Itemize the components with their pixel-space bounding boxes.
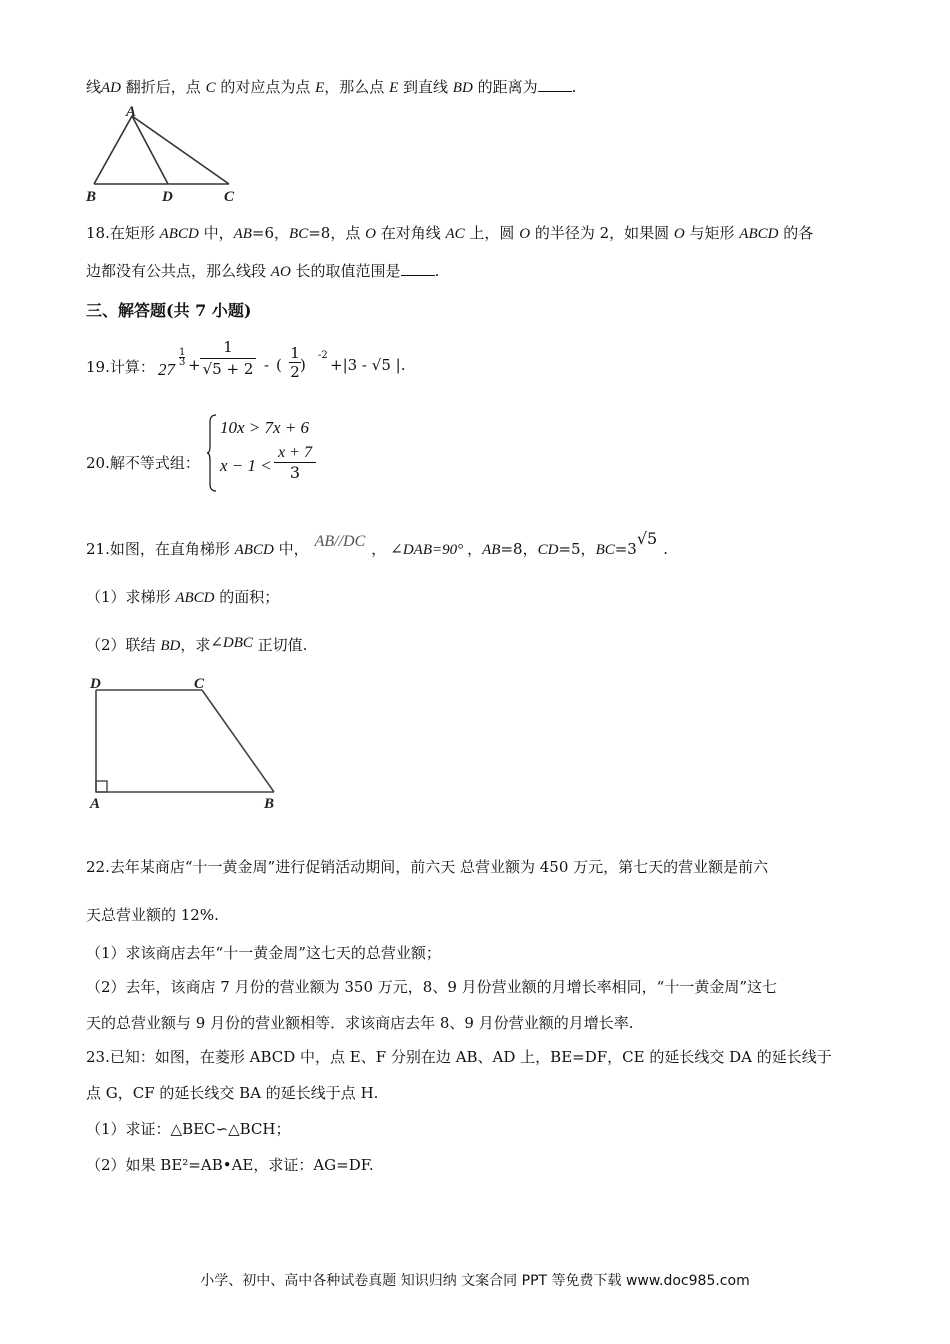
answer-blank	[401, 263, 435, 276]
var-bd: BD	[452, 80, 473, 96]
text: 翻折后，点	[121, 78, 206, 96]
text: 在对角线	[375, 224, 446, 242]
paren-open: (	[276, 356, 282, 374]
q18-line2	[86, 260, 439, 281]
triangle-figure	[84, 104, 244, 204]
q23-line2: 点 G，CF 的延长线交 BA 的延长线于点 H.	[86, 1084, 379, 1102]
base-27: 27	[158, 360, 175, 379]
text: 21.如图，在直角梯形	[86, 540, 235, 558]
label-d: D	[90, 676, 101, 692]
den: √5 + 2	[202, 360, 254, 378]
footer-ad: 小学、初中、高中各种试卷真题 知识归纳 文案合同 PPT 等免费下载 www.doc985.com	[200, 1273, 750, 1289]
label-b: B	[86, 189, 97, 204]
text: =3	[614, 540, 637, 558]
q22-sub2a: （2）去年，该商店 7 月份的营业额为 350 万元，8、9 月份营业额的月增长率相同，“十一黄金周”这七	[86, 978, 777, 996]
q17-tail-line	[86, 76, 576, 97]
label-a: A	[90, 796, 101, 812]
var: AB	[482, 542, 501, 558]
exponent-fraction	[179, 348, 185, 367]
var-e: E	[315, 80, 325, 96]
angle-dbc: ∠DBC	[210, 635, 253, 651]
angle-dab: ∠DAB=90°	[390, 542, 464, 558]
den: 3	[289, 463, 301, 482]
label-a: A	[126, 104, 137, 120]
paren-close: )	[300, 356, 306, 374]
var-e: E	[389, 80, 399, 96]
q22-line1: 22.去年某商店“十一黄金周”进行促销活动期间，前六天 总营业额为 450 万元，第七天的营业额是前六	[86, 858, 769, 876]
label-b: B	[264, 796, 275, 812]
var: BC	[289, 226, 309, 242]
inequality-1: 10x > 7x + 6	[220, 418, 310, 437]
text: 的半径为 2，如果圆	[530, 224, 674, 242]
text: 的面积；	[214, 588, 280, 606]
exp-num: 1	[179, 347, 186, 358]
q21-sub1	[86, 586, 279, 607]
var: BC	[595, 542, 615, 558]
text: 上，圆	[464, 224, 520, 242]
var: BD	[160, 638, 181, 654]
q21-line	[86, 529, 669, 559]
text: .	[571, 78, 577, 96]
fraction-x-plus-7-over-3	[274, 444, 316, 482]
text: =6，	[251, 224, 290, 242]
exponent-neg2: -2	[318, 350, 328, 361]
section-heading: 三、解答题(共 7 小题)	[86, 301, 252, 320]
fraction-1-over-sqrt5-plus-2	[200, 338, 256, 378]
text: .	[434, 262, 440, 280]
text: =5，	[558, 540, 596, 558]
text: 正切值.	[252, 636, 308, 654]
var: ABCD	[159, 226, 199, 242]
text: ，	[467, 540, 483, 558]
var: ABCD	[739, 226, 779, 242]
q21-sub2	[86, 634, 307, 655]
text: 长的取值范围是	[290, 262, 401, 280]
inequality-2-left: x − 1 <	[220, 456, 272, 475]
var: O	[519, 226, 531, 242]
exp-den: 3	[179, 357, 186, 368]
var: AC	[445, 226, 465, 242]
parallel-expr: AB//DC	[314, 533, 366, 550]
answer-blank	[538, 79, 572, 92]
edge-ab	[94, 116, 132, 184]
text: 边都没有公共点，那么线段	[86, 262, 271, 280]
sqrt5: √5	[636, 529, 658, 548]
label-c: C	[224, 189, 235, 204]
text: =8，点	[308, 224, 366, 242]
q23-sub1: （1）求证：△BEC∽△BCH；	[86, 1120, 291, 1138]
abs-term: +|3 - √5 |.	[330, 356, 406, 374]
num: 1	[290, 344, 300, 362]
text: （2）联结	[86, 636, 161, 654]
label-d: D	[162, 189, 173, 204]
plus: +	[188, 356, 201, 374]
q22-sub2b: 天的总营业额与 9 月份的营业额相等．求该商店去年 8、9 月份营业额的月增长率.	[86, 1014, 634, 1032]
text: 的距离为	[472, 78, 538, 96]
trapezoid-figure	[84, 672, 284, 812]
text: （1）求梯形	[86, 588, 176, 606]
text: 与矩形	[684, 224, 740, 242]
text: 的对应点为点	[215, 78, 316, 96]
text: .	[663, 540, 669, 558]
num: 1	[200, 338, 256, 359]
var-ad: AD	[101, 80, 122, 96]
var: O	[365, 226, 376, 242]
text: =8，	[500, 540, 538, 558]
q23-line1: 23.已知：如图，在菱形 ABCD 中，点 E、F 分别在边 AB、AD 上，BE=DF，CE 的延长线交 DA 的延长线于	[86, 1048, 832, 1066]
edge-cb	[202, 690, 274, 792]
label-c: C	[194, 676, 205, 692]
q18-line1	[86, 222, 813, 243]
var: AO	[270, 264, 291, 280]
q19-label: 19.计算：	[86, 358, 155, 376]
text: 到直线	[398, 78, 453, 96]
text: ，	[371, 540, 387, 558]
edge-ad	[132, 116, 168, 184]
q22-sub1: （1）求该商店去年“十一黄金周”这七天的总营业额；	[86, 944, 441, 962]
num: x + 7	[274, 444, 316, 463]
text: ，那么点	[324, 78, 390, 96]
q22-line2: 天总营业额的 12%.	[86, 906, 219, 924]
text: 的各	[778, 224, 814, 242]
var: ABCD	[175, 590, 215, 606]
text: 线	[86, 78, 102, 96]
var-c: C	[205, 80, 216, 96]
var: ABCD	[234, 542, 274, 558]
text: 18.在矩形	[86, 224, 160, 242]
var: AB	[233, 226, 252, 242]
text: 中，	[273, 540, 309, 558]
var: CD	[537, 542, 559, 558]
right-angle-mark	[96, 781, 107, 792]
var: O	[673, 226, 685, 242]
brace-icon	[206, 414, 218, 492]
q23-sub2: （2）如果 BE²=AB•AE，求证：AG=DF.	[86, 1156, 374, 1174]
text: ，求	[180, 636, 211, 654]
text: 中，	[198, 224, 234, 242]
den: 2	[290, 363, 300, 381]
minus: -	[264, 356, 270, 374]
q20-label: 20.解不等式组：	[86, 454, 200, 472]
edge-ac	[132, 116, 229, 184]
